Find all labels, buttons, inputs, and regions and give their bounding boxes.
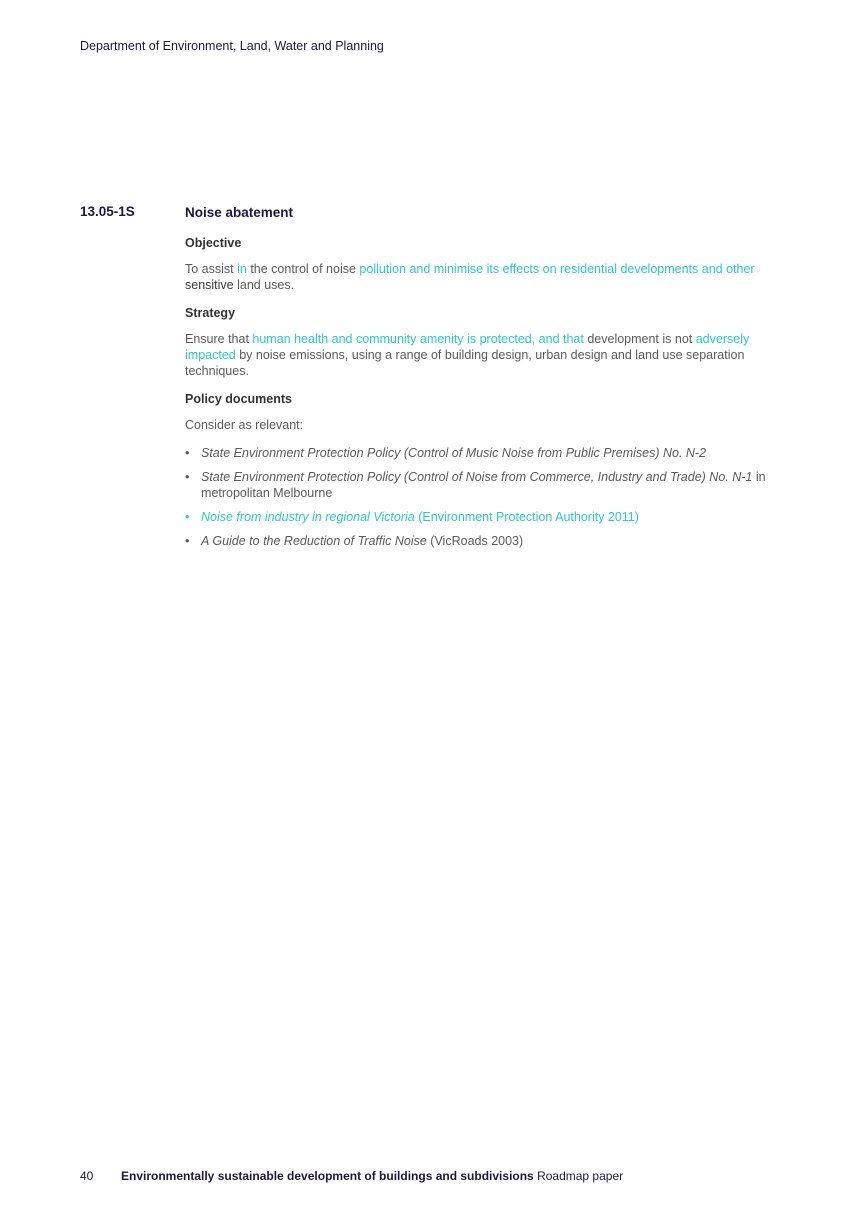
- objective-text: [185, 261, 780, 293]
- bullet-icon: •: [185, 534, 190, 548]
- objective-highlight: pollution and minimise its effects on residential developments and other: [359, 262, 755, 276]
- strategy-heading: Strategy: [185, 306, 236, 320]
- strategy-text-part: development is not: [583, 332, 696, 346]
- objective-text-part: sensitive: [185, 278, 234, 292]
- section-content: [185, 204, 780, 557]
- document-title: State Environment Protection Policy (Control of Music Noise from Public Premises) No. N-2: [201, 446, 707, 460]
- document-note: (VicRoads 2003): [426, 534, 524, 548]
- policy-documents-intro: Consider as relevant:: [185, 418, 304, 432]
- document-title: Environmentally sustainable development of buildings and subdivisions: [121, 1169, 534, 1183]
- strategy-highlight: adversely impacted: [185, 332, 750, 362]
- page-number: 40: [80, 1169, 94, 1183]
- page-header: Department of Environment, Land, Water and Planning: [80, 39, 384, 53]
- page-footer: [80, 1169, 623, 1183]
- objective-heading: Objective: [185, 236, 242, 250]
- list-item: [185, 469, 780, 501]
- section-number: 13.05-1S: [80, 204, 135, 219]
- strategy-text-part: by noise emissions, using a range of building design, urban design and land use separation techniques.: [185, 348, 745, 378]
- objective-text-part: the control of noise: [246, 262, 360, 276]
- bullet-icon: •: [185, 510, 190, 524]
- document-title: Noise from industry in regional Victoria: [201, 510, 415, 524]
- list-item: [185, 509, 780, 525]
- document-note: in metropolitan Melbourne: [201, 470, 766, 500]
- document-note: (Environment Protection Authority 2011): [414, 510, 639, 524]
- objective-highlight: in: [237, 262, 247, 276]
- strategy-highlight: human health and community amenity is protected, and that: [252, 332, 584, 346]
- policy-documents-heading: Policy documents: [185, 392, 292, 406]
- bullet-icon: •: [185, 446, 190, 460]
- policy-documents-list: [185, 445, 780, 549]
- list-item: [185, 533, 780, 549]
- list-item: [185, 445, 780, 461]
- section-title: Noise abatement: [185, 205, 294, 220]
- document-subtitle: Roadmap paper: [533, 1169, 624, 1183]
- bullet-icon: •: [185, 470, 190, 484]
- objective-text-part: land uses.: [233, 278, 295, 292]
- strategy-text: [185, 331, 780, 379]
- strategy-text-part: Ensure that: [185, 332, 253, 346]
- objective-text-part: To assist: [185, 262, 238, 276]
- document-title: A Guide to the Reduction of Traffic Noise: [201, 534, 427, 548]
- document-title: State Environment Protection Policy (Control of Noise from Commerce, Industry and Trade) No. N-1: [201, 470, 753, 484]
